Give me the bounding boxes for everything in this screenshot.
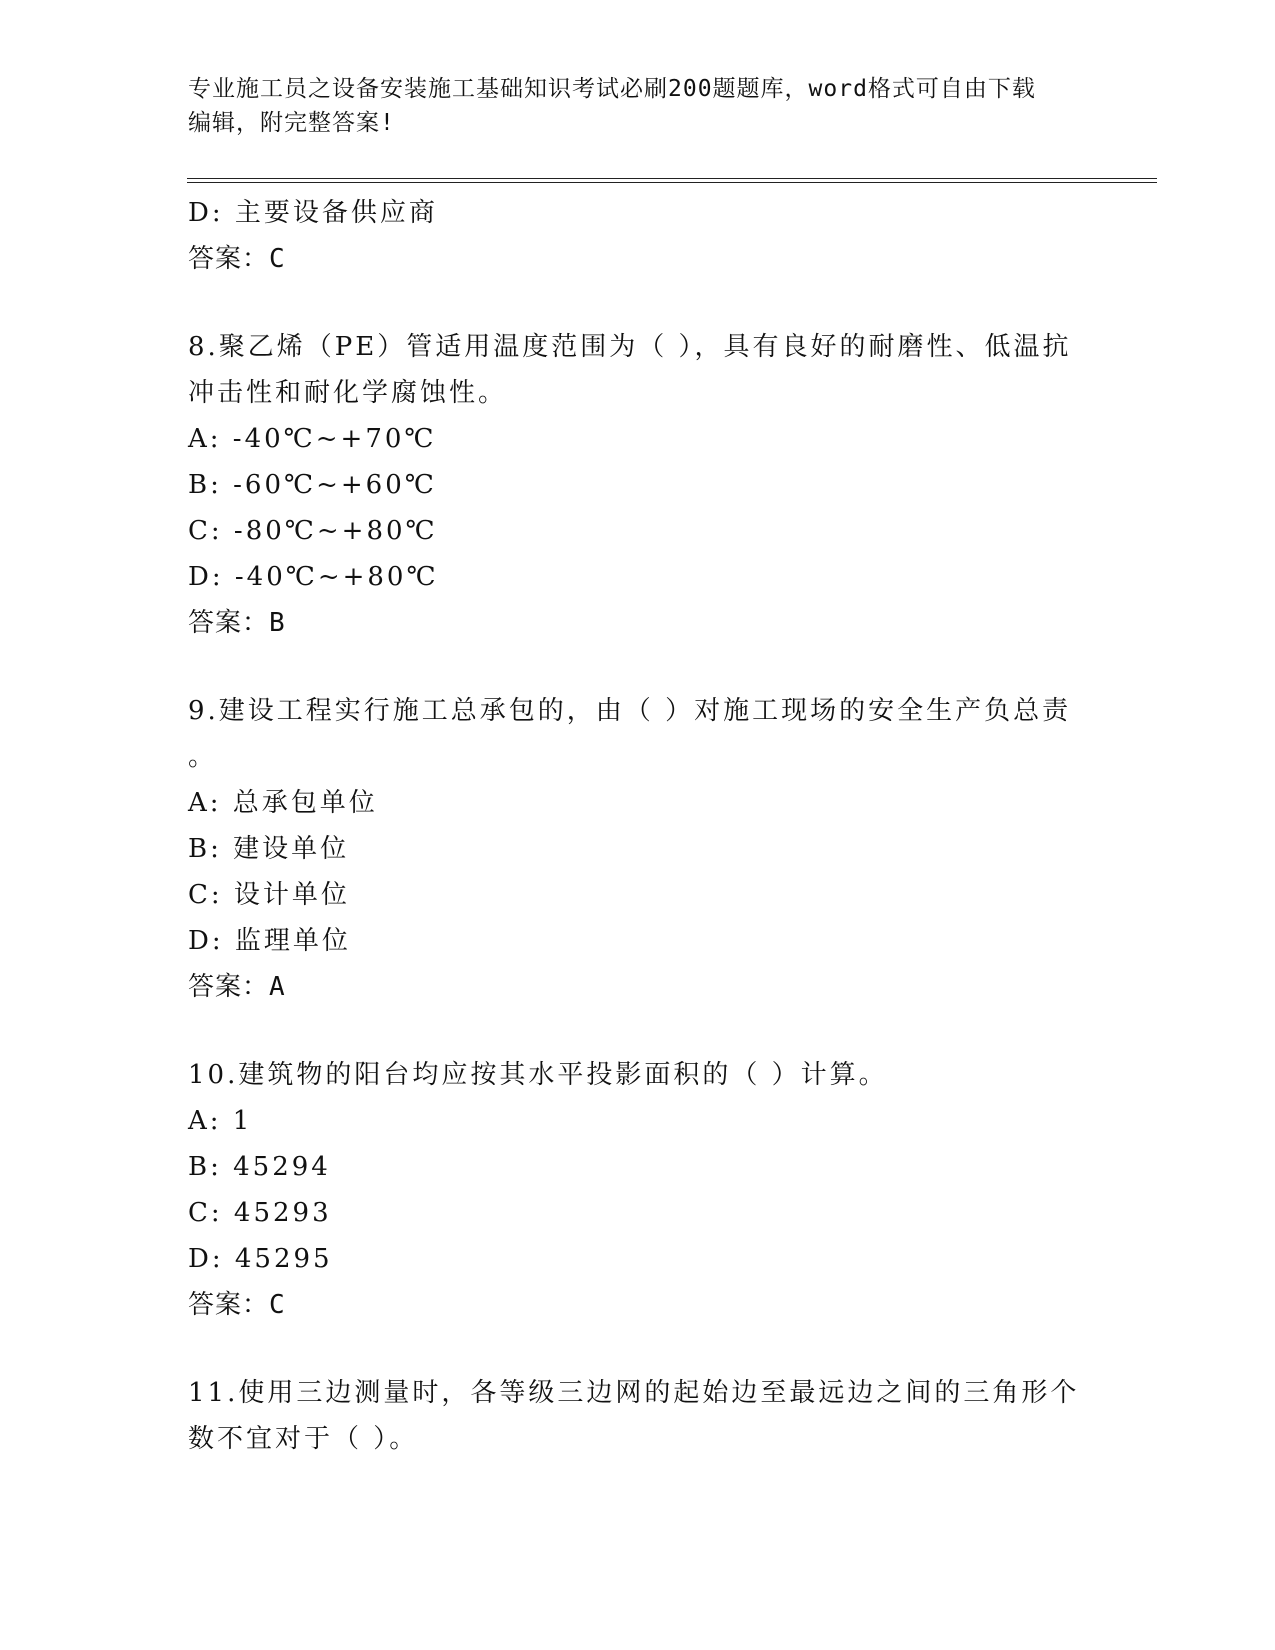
answer: 答案：A [188,972,286,1002]
header-title-line-1: 专业施工员之设备安装施工基础知识考试必刷200题题库，word格式可自由下载 [188,76,1036,102]
header-title-line-2: 编辑，附完整答案! [188,110,395,136]
question-text-line: 11.使用三边测量时，各等级三边网的起始边至最远边之间的三角形个 [188,1378,1080,1408]
option-c: C: 45293 [188,1198,332,1228]
option-c: C: -80℃~+80℃ [188,516,438,546]
document-header [188,72,1088,140]
question-10 [188,1052,1088,1328]
option-a: A: 总承包单位 [188,788,378,818]
answer: 答案：C [188,1290,286,1320]
question-text-line: 9.建设工程实行施工总承包的，由（ ）对施工现场的安全生产负总责 [188,696,1072,726]
option-d: D: -40℃~+80℃ [188,562,439,592]
question-text-line: 数不宜对于（ ）。 [188,1424,419,1454]
option-b: B: -60℃~+60℃ [188,470,437,500]
question-content [188,190,1088,1462]
option-a: A: 1 [188,1106,253,1136]
option-c: C: 设计单位 [188,880,350,910]
option-d: D: 主要设备供应商 [188,198,438,228]
header-divider [187,178,1157,183]
question-text-line: 冲击性和耐化学腐蚀性。 [188,378,508,408]
answer: 答案：C [188,244,286,274]
question-7-tail [188,190,1088,282]
question-text-line: 10.建筑物的阳台均应按其水平投影面积的（ ）计算。 [188,1060,888,1090]
spacer [188,646,1088,688]
answer: 答案：B [188,608,286,638]
option-b: B: 45294 [188,1152,331,1182]
spacer [188,1328,1088,1370]
option-d: D: 监理单位 [188,926,351,956]
question-text-line: 8.聚乙烯（PE）管适用温度范围为（ ），具有良好的耐磨性、低温抗 [188,332,1072,362]
option-d: D: 45295 [188,1244,333,1274]
question-9 [188,688,1088,1010]
option-a: A: -40℃~+70℃ [188,424,437,454]
option-b: B: 建设单位 [188,834,350,864]
question-text-line: 。 [188,742,218,772]
question-11 [188,1370,1088,1462]
spacer [188,1010,1088,1052]
question-8 [188,324,1088,646]
spacer [188,282,1088,324]
